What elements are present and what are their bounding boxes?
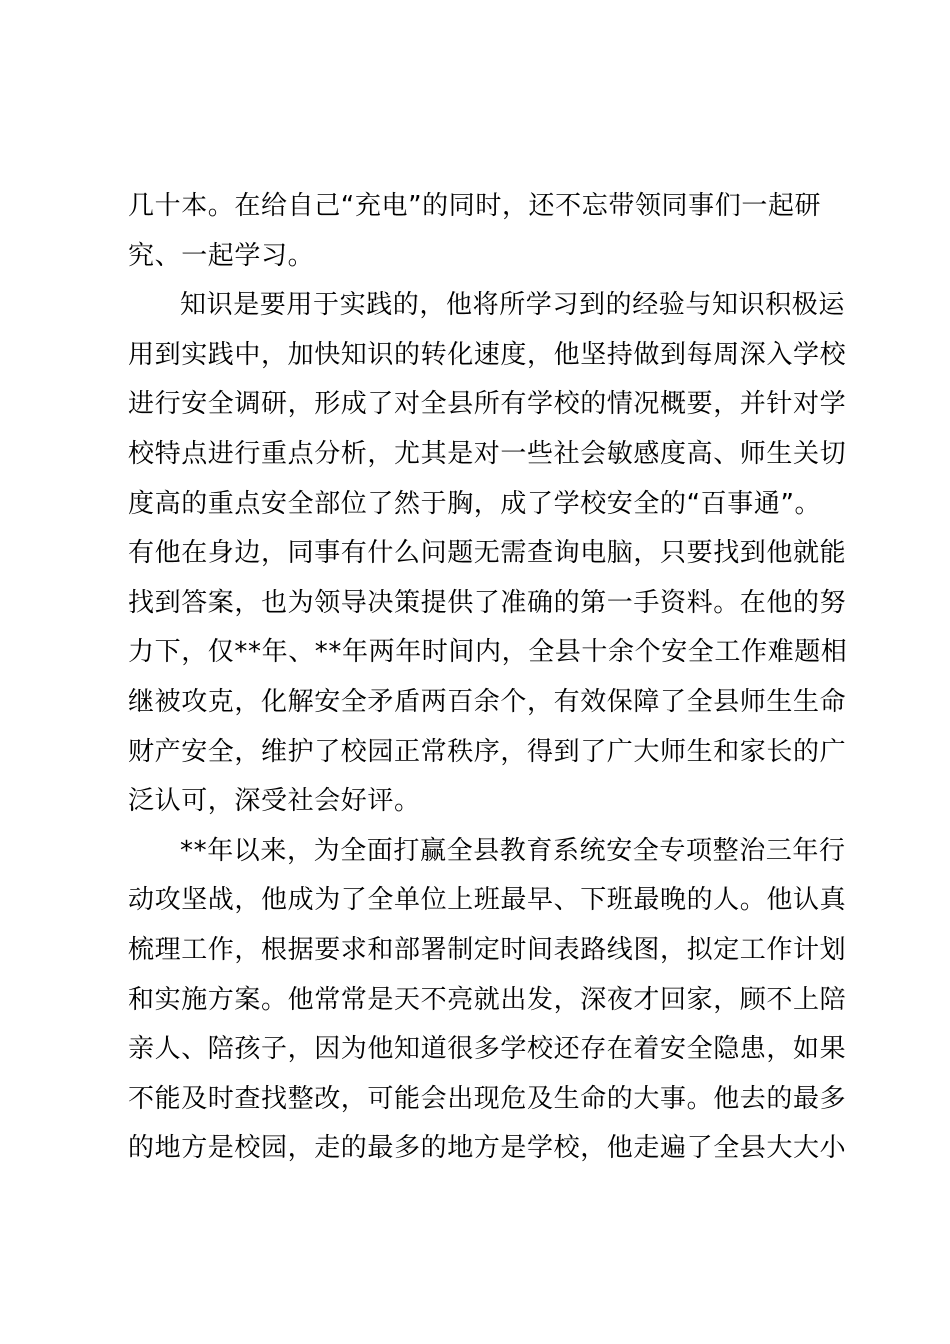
text-line: 力下，仅**年、**年两年时间内，全县十余个安全工作难题相 (128, 637, 848, 668)
text-line: 究、一起学习。 (128, 240, 315, 271)
text-line: 动攻坚战，他成为了全单位上班最早、下班最晚的人。他认真 (128, 885, 847, 916)
text-line: 的地方是校园，走的最多的地方是学校，他走遍了全县大大小 (128, 1133, 847, 1164)
text-line: 亲人、陪孩子，因为他知道很多学校还存在着安全隐患，如果 (128, 1034, 847, 1065)
text-line: 度高的重点安全部位了然于胸，成了学校安全的“百事通”。 (128, 488, 822, 519)
text-line: 用到实践中，加快知识的转化速度，他坚持做到每周深入学校 (128, 339, 847, 370)
text-line: 进行安全调研，形成了对全县所有学校的情况概要，并针对学 (128, 389, 847, 420)
text-line: 不能及时查找整改，可能会出现危及生命的大事。他去的最多 (128, 1083, 847, 1114)
text-line: 校特点进行重点分析，尤其是对一些社会敏感度高、师生关切 (128, 438, 847, 469)
text-line: 几十本。在给自己“充电”的同时，还不忘带领同事们一起研 (128, 191, 822, 221)
text-line: 泛认可，深受社会好评。 (128, 786, 421, 817)
text-line: 有他在身边，同事有什么问题无需查询电脑，只要找到他就能 (128, 538, 847, 569)
text-line: 财产安全，维护了校园正常秩序，得到了广大师生和家长的广 (128, 736, 847, 767)
text-line: 和实施方案。他常常是天不亮就出发，深夜才回家，顾不上陪 (128, 984, 847, 1015)
text-line: 找到答案，也为领导决策提供了准确的第一手资料。在他的努 (128, 587, 847, 618)
text-line: 继被攻克，化解安全矛盾两百余个，有效保障了全县师生生命 (128, 686, 847, 717)
text-line: 梳理工作，根据要求和部署制定时间表路线图，拟定工作计划 (128, 934, 847, 965)
paragraph-first-line: **年以来，为全面打赢全县教育系统安全专项整治三年行 (180, 835, 846, 866)
paragraph-first-line: 知识是要用于实践的，他将所学习到的经验与知识积极运 (180, 290, 846, 321)
body-text (128, 182, 848, 1174)
